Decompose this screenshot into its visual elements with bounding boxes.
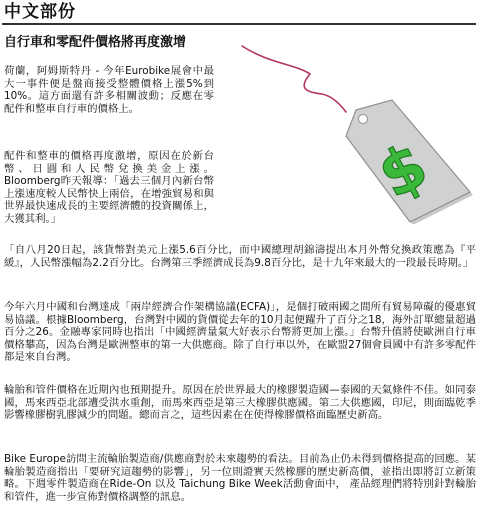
article-title: 自行車和零配件價格將再度激增 <box>4 35 187 50</box>
paragraph-currency: 配件和整車的價格再度激增，原因在於新台幣、日圓和人民幣兌換美金上漲。Bloomberg昨天報導：「過去三個月內新台幣上漲速度較人民幣快上兩倍，在增強貿易和與世界最快速成長的主要經濟體的投資關係上，大獲其利。」 <box>4 150 214 225</box>
title-divider <box>2 23 476 25</box>
paragraph-quote: 「自八月20日起，該貨幣對美元上漲5.6百分比，而中國總理胡錦濤提出本月外幣兌換政策應為『平緩』，人民幣漲幅為2.2百分比。台灣第三季經濟成長為9.8百分比，是十九年來最大的一段最長時期。」 <box>4 244 476 269</box>
paragraph-rubber: 輪胎和管件價格在近期內也預期提升。原因在於世界最大的橡膠製造國—泰國的天氣條件不佳。如同泰國，馬來西亞北部遭受洪水重創，而馬來西亞是第三大橡膠供應國。第二大供應國，印尼，則面臨乾季影響橡膠樹乳膠減少的問題。總而言之，這些因素在在使得橡膠價格面臨歷史新高。 <box>4 384 476 422</box>
paragraph-ecfa: 今年六月中國和台灣達成「兩岸經濟合作架構協議(ECFA)」，是個打破兩國之間所有貿易障礙的優惠貿易協議。根據Bloomberg，台灣對中國的貨價從去年的10月起便躍升了百分之18，海外訂單總量超過百分之26。金融專家同時也指出「中國經濟量氣大好表示台幣將更加上漲。」台幣升值將使歐洲自行車價格攀高，因為台灣是歐洲整車的第一大供應商。除了自行車以外，在歐盟27個會員國中有許多零配件都是來自台灣。 <box>4 301 476 364</box>
tag-string <box>242 46 346 112</box>
paragraph-intro: 荷蘭，阿姆斯特丹 - 今年Eurobike展會中最大一事件便是盤商接受整體價格上漲5%到10%。這方面還有許多相關波動；反應在零配件和整車自行車的價格上。 <box>4 65 214 115</box>
section-title: 中文部份 <box>4 2 76 22</box>
tag-eyelet <box>359 115 368 124</box>
price-tag-illustration <box>240 44 476 224</box>
paragraph-bike-europe: Bike Europe訪問主流輪胎製造商/供應商對於未來趨勢的看法。目前為止仍未得到價格提高的回應。某輪胎製造商指出「要研究這趨勢的影響」，另一位則證實天然橡膠的歷史新高價，並指出即將訂立新策略。下週零件製造商在Ride-On 以及 Taichung Bike Week活動會面中， 產品經理們將特別針對輪胎和管件，進一步宣佈對價格調整的訊息。 <box>4 453 476 503</box>
dollar-sign-icon: $ <box>366 127 439 213</box>
